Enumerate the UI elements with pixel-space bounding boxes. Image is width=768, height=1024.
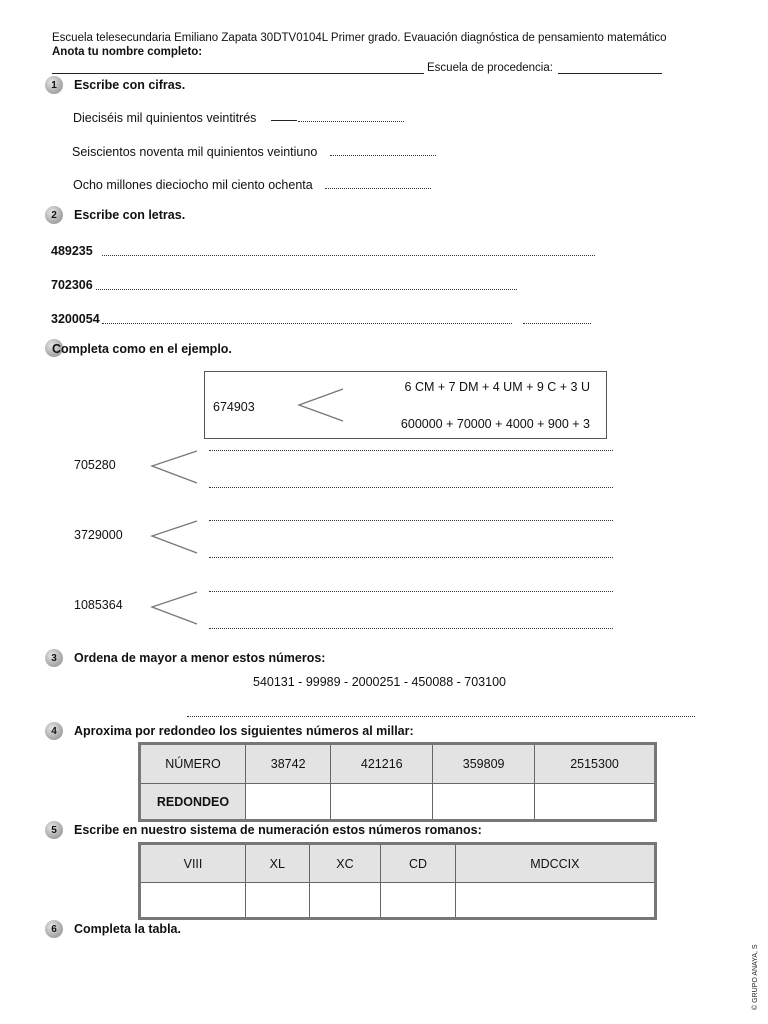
roman-answer-cell[interactable]	[309, 883, 381, 919]
q2-item-2-answer-line[interactable]	[96, 289, 517, 290]
rounding-label-cell: REDONDEO	[140, 784, 246, 821]
decomposition-3-line-units[interactable]	[209, 591, 613, 592]
roman-numeral-cell: CD	[381, 844, 455, 883]
q1-item-3-answer-line[interactable]	[325, 188, 431, 189]
q1-item-3: Ocho millones dieciocho mil ciento ochenta	[73, 178, 313, 192]
name-line[interactable]	[52, 73, 424, 74]
question-1-badge: 1	[45, 76, 63, 94]
rounding-header-cell: NÚMERO	[140, 744, 246, 784]
decomposition-number-3: 1085364	[74, 598, 123, 612]
q1-item-1-answer-line[interactable]	[298, 121, 404, 122]
example-number: 674903	[213, 400, 255, 414]
q2-item-3-answer-line[interactable]	[102, 323, 512, 324]
example-units-line: 6 CM + 7 DM + 4 UM + 9 C + 3 U	[404, 380, 590, 394]
question-3-numbers: 540131 - 99989 - 2000251 - 450088 - 703100	[253, 675, 506, 689]
roman-answer-cell[interactable]	[246, 883, 310, 919]
example-values-line: 600000 + 70000 + 4000 + 900 + 3	[400, 417, 590, 431]
question-1-title: Escribe con cifras.	[74, 78, 186, 92]
roman-answer-row	[140, 883, 656, 919]
question-3-badge: 3	[45, 649, 63, 667]
roman-numeral-cell: VIII	[140, 844, 246, 883]
roman-numeral-cell: XL	[246, 844, 310, 883]
rounding-number-cell: 38742	[246, 744, 331, 784]
bracket-icon	[149, 590, 201, 628]
question-4-badge: 4	[45, 722, 63, 740]
example-bracket-icon	[297, 387, 347, 423]
roman-numeral-cell: XC	[309, 844, 381, 883]
roman-numerals-row	[140, 844, 656, 883]
decomposition-2-line-values[interactable]	[209, 557, 613, 558]
question-6-title: Completa la tabla.	[74, 922, 181, 936]
rounding-number-cell: 2515300	[535, 744, 656, 784]
roman-answer-cell[interactable]	[381, 883, 455, 919]
bracket-icon	[149, 519, 201, 557]
school-line[interactable]	[558, 73, 662, 74]
q2-item-1: 489235	[51, 244, 93, 258]
roman-numeral-cell: MDCCIX	[455, 844, 655, 883]
question-6-badge: 6	[45, 920, 63, 938]
question-5-badge: 5	[45, 821, 63, 839]
rounding-table-number-row	[140, 744, 656, 784]
q2-item-3: 3200054	[51, 312, 100, 326]
question-2-title: Escribe con letras.	[74, 208, 186, 222]
question-4-title: Aproxima por redondeo los siguientes números al millar:	[74, 724, 414, 738]
worksheet-title: Escuela telesecundaria Emiliano Zapata 30DTV0104L Primer grado. Evauación diagnóstica de pensamiento matemático	[52, 32, 667, 44]
school-label: Escuela de procedencia:	[427, 62, 553, 74]
decomposition-2-line-units[interactable]	[209, 520, 613, 521]
question-3-title: Ordena de mayor a menor estos números:	[74, 651, 326, 665]
q1-item-2-answer-line[interactable]	[330, 155, 436, 156]
q1-item-2: Seiscientos noventa mil quinientos veintiuno	[72, 145, 318, 159]
rounding-answer-cell[interactable]	[246, 784, 331, 821]
q1-item-1: Dieciséis mil quinientos veintitrés	[73, 111, 257, 125]
q2-item-1-answer-line[interactable]	[102, 255, 595, 256]
q2-item-2: 702306	[51, 278, 93, 292]
decomposition-title: Completa como en el ejemplo.	[52, 342, 232, 356]
rounding-answer-cell[interactable]	[331, 784, 433, 821]
question-5-title: Escribe en nuestro sistema de numeración estos números romanos:	[74, 823, 482, 837]
q2-item-3-answer-line-b[interactable]	[523, 323, 591, 324]
name-label: Anota tu nombre completo:	[52, 46, 203, 58]
decomposition-3-line-values[interactable]	[209, 628, 613, 629]
decomposition-number-1: 705280	[74, 458, 116, 472]
roman-numerals-table	[138, 842, 657, 920]
rounding-table-answer-row	[140, 784, 656, 821]
question-3-answer-line[interactable]	[187, 716, 695, 717]
rounding-number-cell: 359809	[433, 744, 535, 784]
decomposition-number-2: 3729000	[74, 528, 123, 542]
decomposition-1-line-units[interactable]	[209, 450, 613, 451]
roman-answer-cell[interactable]	[140, 883, 246, 919]
example-box	[204, 371, 607, 439]
publisher-credit: © GRUPO ANAYA, S	[752, 944, 759, 1010]
roman-answer-cell[interactable]	[455, 883, 655, 919]
rounding-table	[138, 742, 657, 822]
q1-item-1-dash	[271, 120, 297, 121]
decomposition-1-line-values[interactable]	[209, 487, 613, 488]
rounding-answer-cell[interactable]	[433, 784, 535, 821]
question-2-badge: 2	[45, 206, 63, 224]
rounding-answer-cell[interactable]	[535, 784, 656, 821]
bracket-icon	[149, 449, 201, 487]
rounding-number-cell: 421216	[331, 744, 433, 784]
